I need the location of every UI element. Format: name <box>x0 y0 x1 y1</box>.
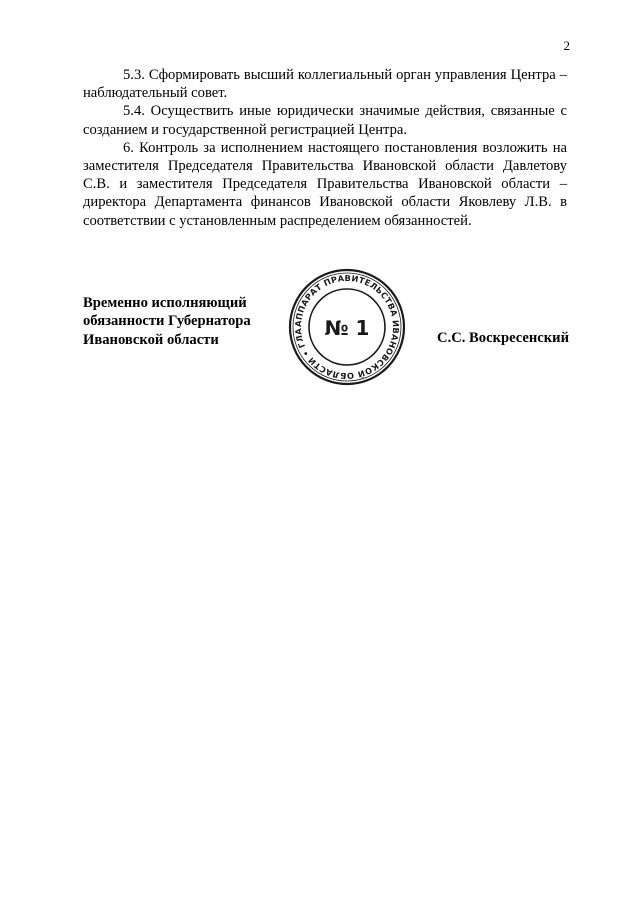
position-line-3: Ивановской области <box>83 331 219 348</box>
seal-outer-text: АППАРАТ ПРАВИТЕЛЬСТВА ИВАНОВСКОЙ ОБЛАСТИ • ГЛА <box>292 272 402 382</box>
paragraph-6: 6. Контроль за исполнением настоящего постановления возложить на заместителя Председателя Правительства Ивановской области Давлетову С.В. и заместителя Председателя Правительства Ивановской области – директора Департамента финансов Ивановской области Яковлеву Л.В. в соответствии с установленным распределением обязанностей. <box>83 139 567 229</box>
position-line-2: обязанности Губернатора <box>83 313 251 330</box>
page-number: 2 <box>563 38 570 53</box>
seal-number: № 1 <box>324 316 370 340</box>
signatory-position <box>83 294 251 349</box>
paragraph-5-3: 5.3. Сформировать высший коллегиальный орган управления Центра – наблюдательный совет. <box>83 67 567 102</box>
document-body <box>83 66 567 230</box>
signatory-name: С.С. Воскресенский <box>437 330 569 346</box>
position-line-1: Временно исполняющий <box>83 295 247 311</box>
official-seal <box>288 268 406 386</box>
paragraph-5-4: 5.4. Осуществить иные юридически значимые действия, связанные с созданием и государственной регистрацией Центра. <box>83 103 567 138</box>
seal-stamp-icon <box>288 268 406 386</box>
